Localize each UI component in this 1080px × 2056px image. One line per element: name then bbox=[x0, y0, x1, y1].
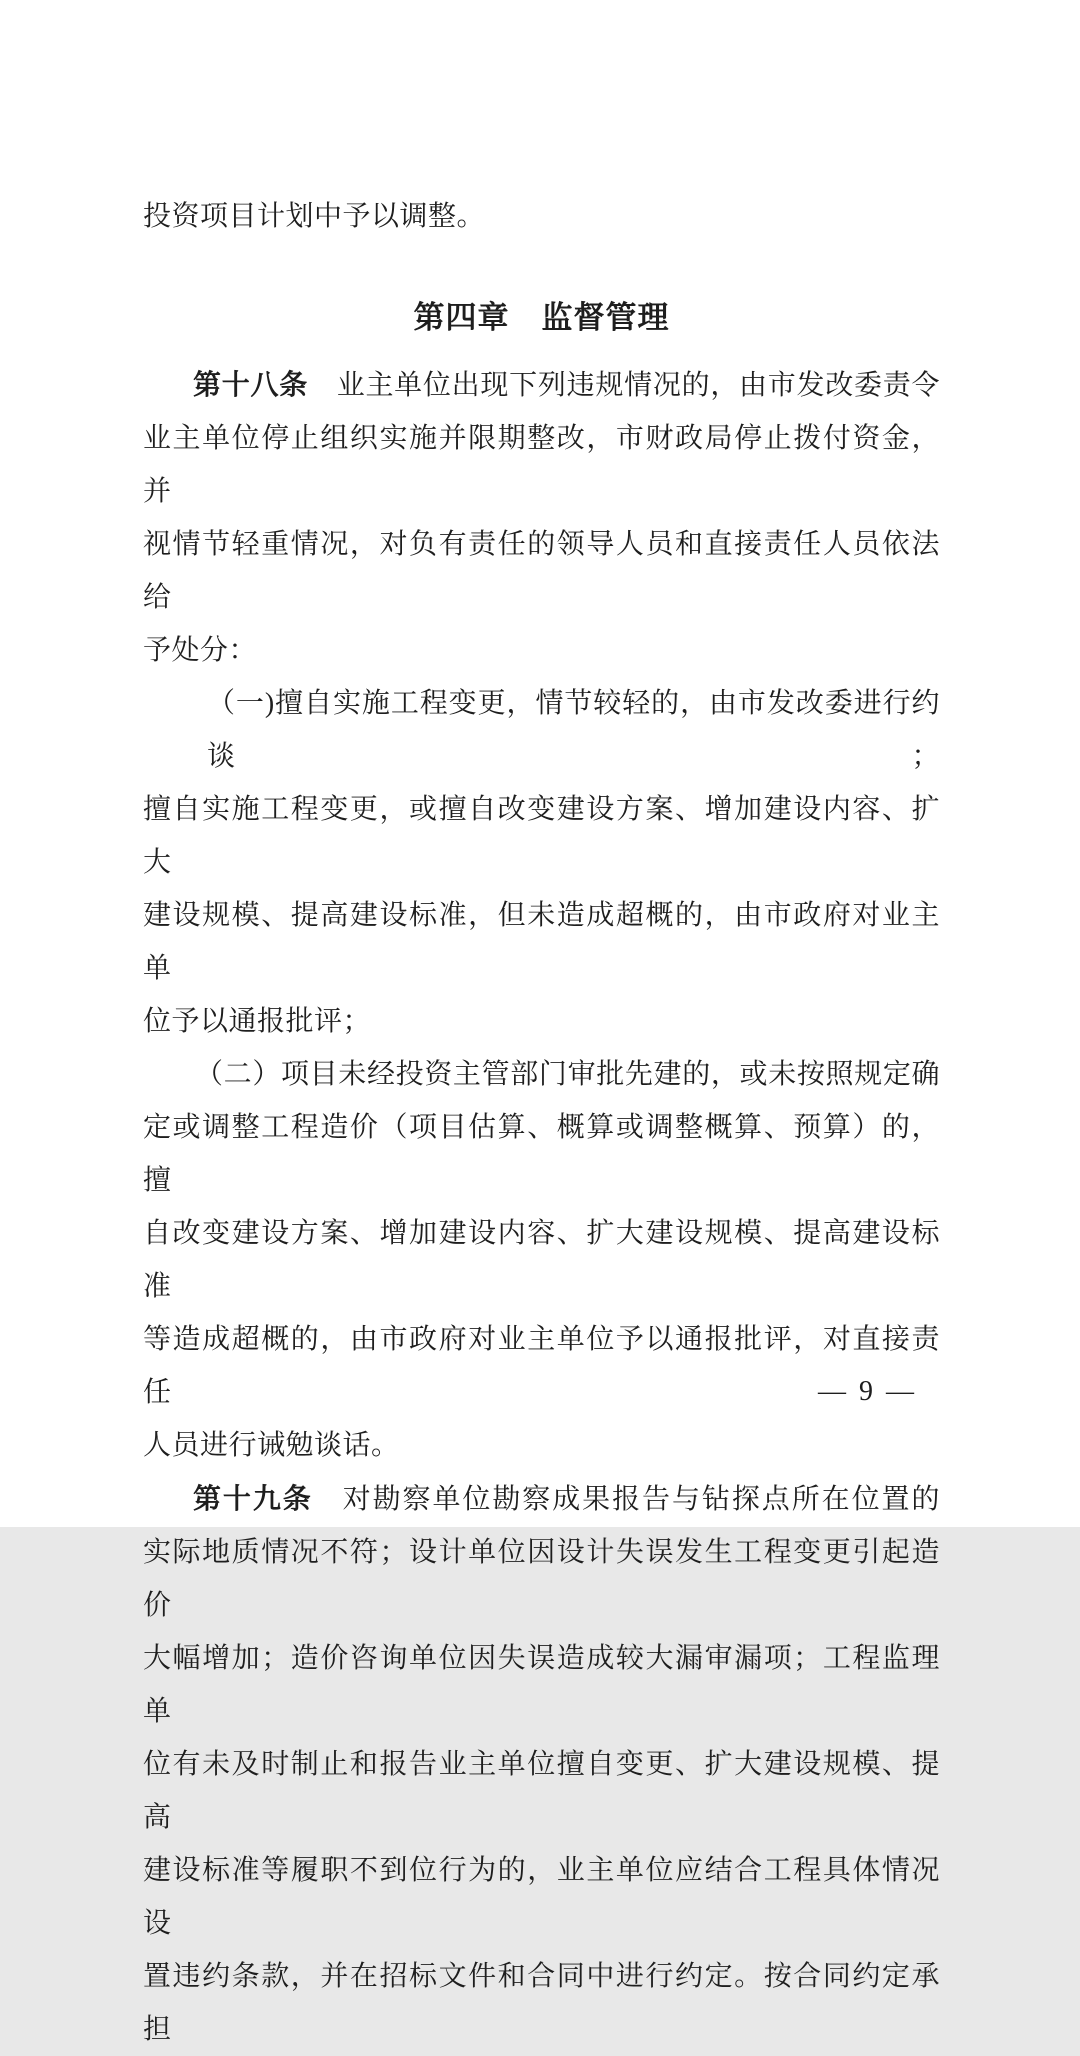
item-1-line-2: 擅自实施工程变更，或擅自改变建设方案、增加建设内容、扩大 bbox=[143, 794, 940, 878]
article-19-line-6: 置违约条款，并在招标文件和合同中进行约定。按合同约定承担 bbox=[143, 1961, 940, 2045]
item-1-line-4: 位予以通报批评； bbox=[143, 1006, 372, 1037]
article-19-number: 第十九条 bbox=[193, 1483, 313, 1514]
item-2-line-5: 人员进行诫勉谈话。 bbox=[143, 1430, 400, 1461]
item-2-line-3: 自改变建设方案、增加建设内容、扩大建设规模、提高建设标准 bbox=[143, 1218, 940, 1302]
article-18-line-1 bbox=[143, 358, 940, 412]
article-18-line-3: 视情节轻重情况，对负有责任的领导人员和直接责任人员依法给 bbox=[143, 529, 940, 613]
article-19-line-3: 大幅增加；造价咨询单位因失误造成较大漏审漏项；工程监理单 bbox=[143, 1643, 940, 1727]
item-2-line-4: 等造成超概的，由市政府对业主单位予以通报批评，对直接责任 bbox=[143, 1324, 940, 1408]
item-2-line-1: （二）项目未经投资主管部门审批先建的，或未按照规定确 bbox=[195, 1059, 940, 1090]
item-1-paragraph bbox=[143, 677, 940, 1048]
article-19-paragraph bbox=[143, 1472, 940, 2056]
item-2-line-2: 定或调整工程造价（项目估算、概算或调整概算、预算）的，擅 bbox=[143, 1112, 940, 1196]
article-19-line-5: 建设标准等履职不到位行为的，业主单位应结合工程具体情况设 bbox=[143, 1855, 940, 1939]
article-19-line-1 bbox=[143, 1472, 940, 1526]
article-18-number: 第十八条 bbox=[193, 369, 308, 400]
article-19-line-1-text: 对勘察单位勘察成果报告与钻探点所在位置的 bbox=[312, 1484, 940, 1515]
item-1-line-1: （一)擅自实施工程变更，情节较轻的，由市发改委进行约谈； bbox=[207, 688, 940, 772]
article-18-line-4: 予处分： bbox=[143, 635, 258, 666]
item-1-line-3: 建设规模、提高建设标准，但未造成超概的，由市政府对业主单 bbox=[143, 900, 940, 984]
article-19-line-4: 位有未及时制止和报告业主单位擅自变更、扩大建设规模、提高 bbox=[143, 1749, 940, 1833]
opening-line: 投资项目计划中予以调整。 bbox=[143, 201, 486, 232]
page-number: — 9 — bbox=[818, 1376, 917, 1407]
article-18-line-1-text: 业主单位出现下列违规情况的，由市发改委责令 bbox=[307, 370, 940, 401]
article-18-paragraph bbox=[143, 358, 940, 677]
article-18-line-2: 业主单位停止组织实施并限期整改，市财政局停止拨付资金，并 bbox=[143, 423, 940, 507]
chapter-heading: 第四章 监督管理 bbox=[413, 300, 670, 335]
article-19-line-2: 实际地质情况不符；设计单位因设计失误发生工程变更引起造价 bbox=[143, 1537, 940, 1621]
